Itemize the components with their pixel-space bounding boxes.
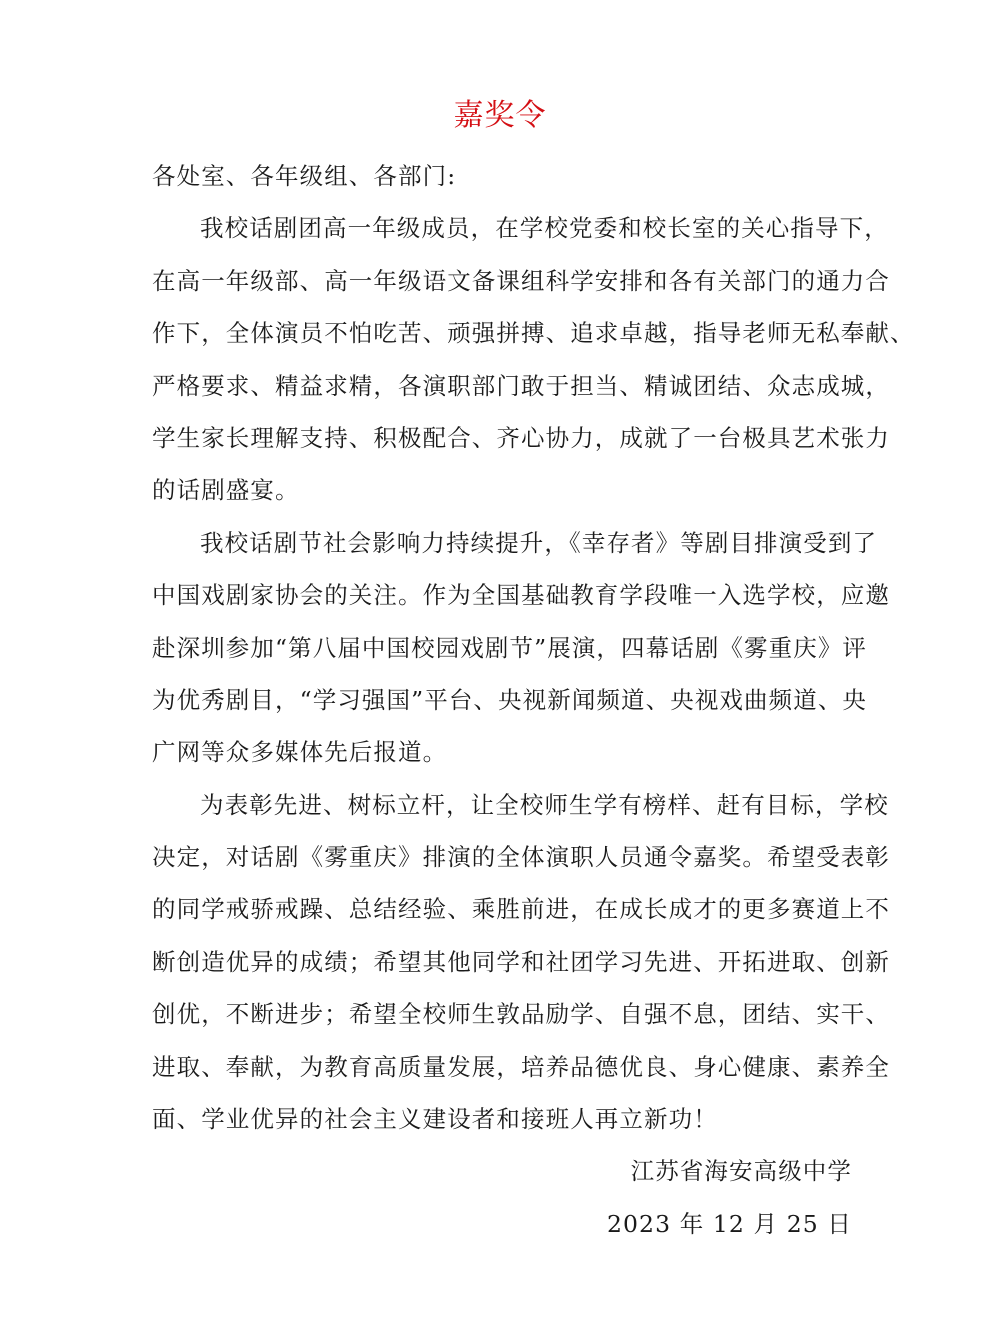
- body-line: 为表彰先进、树标立杆，让全校师生学有榜样、赶有目标，学校: [200, 790, 889, 819]
- body-line: 我校话剧节社会影响力持续提升，《幸存者》等剧目排演受到了: [200, 528, 878, 557]
- body-line: 进取、奉献，为教育高质量发展，培养品德优良、身心健康、素养全: [152, 1052, 890, 1081]
- document-title: 嘉奖令: [453, 98, 547, 133]
- salutation: 各处室、各年级组、各部门:: [152, 162, 457, 190]
- body-line: 为优秀剧目，“学习强国”平台、央视新闻频道、央视戏曲频道、央: [152, 685, 868, 714]
- body-line: 中国戏剧家协会的关注。作为全国基础教育学段唯一入选学校，应邀: [152, 581, 890, 610]
- body-line: 学生家长理解支持、积极配合、齐心协力，成就了一台极具艺术张力: [152, 423, 890, 452]
- body-line: 面、学业优异的社会主义建设者和接班人再立新功！: [152, 1105, 718, 1134]
- body-line: 创优，不断进步；希望全校师生敦品励学、自强不息，团结、实干、: [152, 1000, 890, 1029]
- signature-organization: 江苏省海安高级中学: [630, 1157, 852, 1186]
- body-line: 我校话剧团高一年级成员，在学校党委和校长室的关心指导下，: [200, 214, 889, 243]
- body-line: 决定，对话剧《雾重庆》排演的全体演职人员通令嘉奖。希望受表彰: [152, 843, 890, 872]
- body-line: 严格要求、精益求精，各演职部门敢于担当、精诚团结、众志成城，: [152, 371, 890, 400]
- signature-date: 2023 年 12 月 25 日: [606, 1209, 852, 1238]
- body-line: 的话剧盛宴。: [152, 476, 300, 505]
- body-line: 作下，全体演员不怕吃苦、顽强拼搏、追求卓越，指导老师无私奉献、: [152, 319, 915, 348]
- body-line: 的同学戒骄戒躁、总结经验、乘胜前进，在成长成才的更多赛道上不: [152, 895, 890, 924]
- body-line: 赴深圳参加“第八届中国校园戏剧节”展演，四幕话剧《雾重庆》评: [152, 633, 868, 662]
- body-line: 断创造优异的成绩；希望其他同学和社团学习先进、开拓进取、创新: [152, 947, 890, 976]
- body-line: 在高一年级部、高一年级语文备课组科学安排和各有关部门的通力合: [152, 266, 890, 295]
- document-body: [152, 150, 915, 1250]
- body-line: 广网等众多媒体先后报道。: [152, 738, 448, 767]
